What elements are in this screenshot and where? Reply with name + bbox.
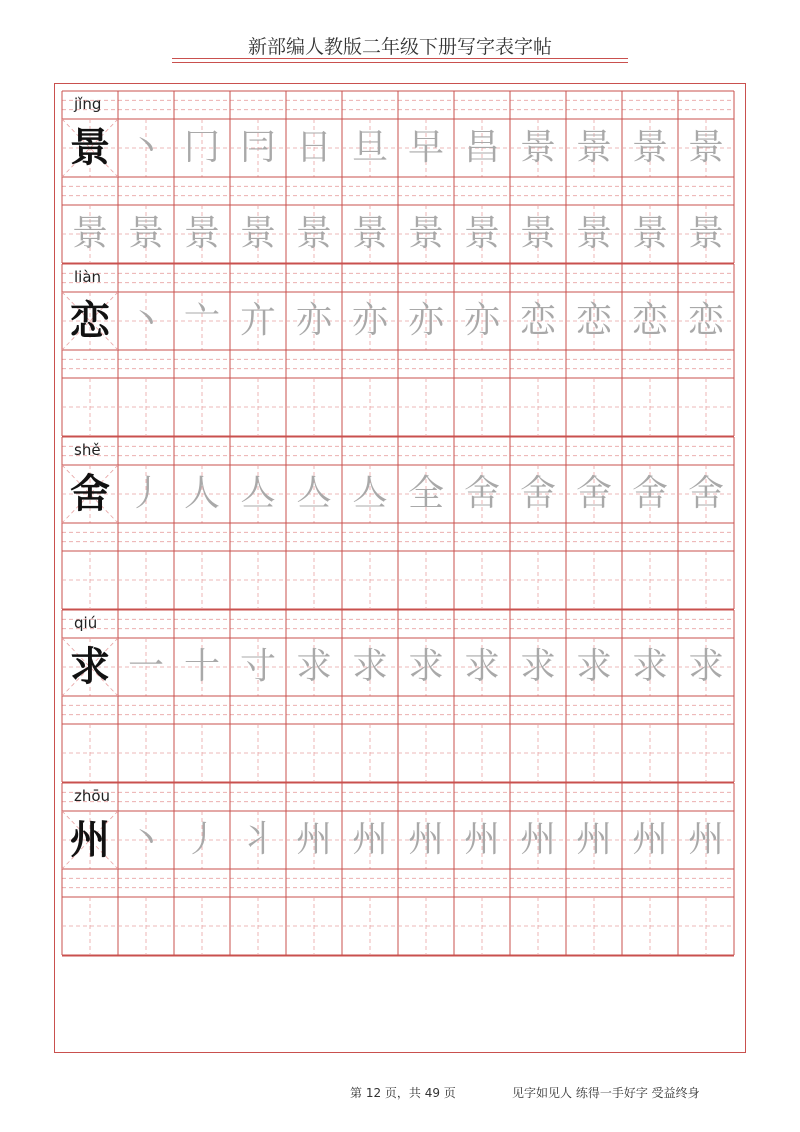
trace-character: 寸: [239, 646, 276, 687]
trace-character: 恋: [519, 300, 556, 341]
trace-character: 景: [519, 213, 556, 254]
trace-character: 全: [407, 473, 444, 514]
trace-character: 景: [463, 213, 500, 254]
model-character: 景: [70, 124, 110, 171]
footer-motto: 见字如见人 练得一手好字 受益终身: [512, 1086, 700, 1100]
trace-character: 丿: [127, 473, 164, 514]
trace-character: 求: [575, 646, 612, 687]
model-character: 求: [70, 643, 110, 690]
trace-character: 州: [295, 819, 332, 860]
trace-character: 十: [183, 646, 220, 687]
trace-character: 州: [407, 819, 444, 860]
trace-character: 州: [687, 819, 724, 860]
trace-character: 景: [575, 127, 612, 168]
trace-character: 冂: [183, 127, 220, 168]
pinyin-label: zhōu: [74, 787, 111, 805]
trace-character: 求: [687, 646, 724, 687]
trace-character: 求: [351, 646, 388, 687]
trace-character: 景: [407, 213, 444, 254]
trace-character: 景: [127, 213, 164, 254]
trace-character: 旦: [351, 127, 388, 168]
trace-character: 景: [631, 127, 668, 168]
trace-character: 亦: [407, 300, 444, 341]
trace-character: 丶: [127, 819, 164, 860]
trace-character: 舍: [519, 473, 556, 514]
trace-character: 景: [351, 213, 388, 254]
pinyin-label: liàn: [74, 268, 102, 286]
trace-character: 求: [407, 646, 444, 687]
trace-character: 舍: [575, 473, 612, 514]
trace-character: 一: [127, 646, 164, 687]
trace-character: 舍: [631, 473, 668, 514]
trace-character: 人: [183, 473, 220, 514]
trace-character: 州: [575, 819, 612, 860]
trace-character: 求: [519, 646, 556, 687]
trace-character: 舍: [687, 473, 724, 514]
model-character: 舍: [70, 470, 110, 517]
trace-character: 州: [351, 819, 388, 860]
trace-character: 亼: [351, 473, 388, 514]
trace-character: 丶: [127, 127, 164, 168]
trace-character: 丶: [127, 300, 164, 341]
page-title: 新部编人教版二年级下册写字表字帖: [247, 36, 552, 58]
trace-character: 求: [295, 646, 332, 687]
trace-character: 昌: [463, 127, 500, 168]
model-character: 恋: [70, 297, 110, 344]
trace-character: 州: [463, 819, 500, 860]
trace-character: 景: [687, 127, 724, 168]
pinyin-label: jǐng: [74, 95, 102, 113]
trace-character: 景: [687, 213, 724, 254]
pinyin-label: shě: [74, 441, 101, 459]
trace-character: 冃: [239, 127, 276, 168]
trace-character: 日: [295, 127, 332, 168]
pinyin-label: qiú: [74, 614, 98, 632]
trace-character: 亦: [351, 300, 388, 341]
trace-character: 亦: [463, 300, 500, 341]
trace-character: 早: [407, 127, 444, 168]
trace-character: 景: [295, 213, 332, 254]
page-number: 第 12 页，共 49 页: [350, 1086, 456, 1100]
trace-character: 求: [631, 646, 668, 687]
trace-character: 亦: [295, 300, 332, 341]
trace-character: 景: [519, 127, 556, 168]
trace-character: 州: [631, 819, 668, 860]
trace-character: 丬: [239, 819, 276, 860]
model-character: 州: [70, 816, 110, 863]
trace-character: 州: [519, 819, 556, 860]
trace-character: 恋: [631, 300, 668, 341]
trace-character: 恋: [687, 300, 724, 341]
trace-character: 景: [71, 213, 108, 254]
trace-character: 景: [239, 213, 276, 254]
trace-character: 景: [631, 213, 668, 254]
trace-character: 景: [183, 213, 220, 254]
trace-character: 恋: [575, 300, 612, 341]
trace-character: 景: [575, 213, 612, 254]
trace-character: 亼: [239, 473, 276, 514]
trace-character: 亠: [183, 300, 220, 341]
trace-character: 亣: [239, 300, 276, 341]
trace-character: 亼: [295, 473, 332, 514]
trace-character: 求: [463, 646, 500, 687]
trace-character: 舍: [463, 473, 500, 514]
trace-character: 丿: [183, 819, 220, 860]
